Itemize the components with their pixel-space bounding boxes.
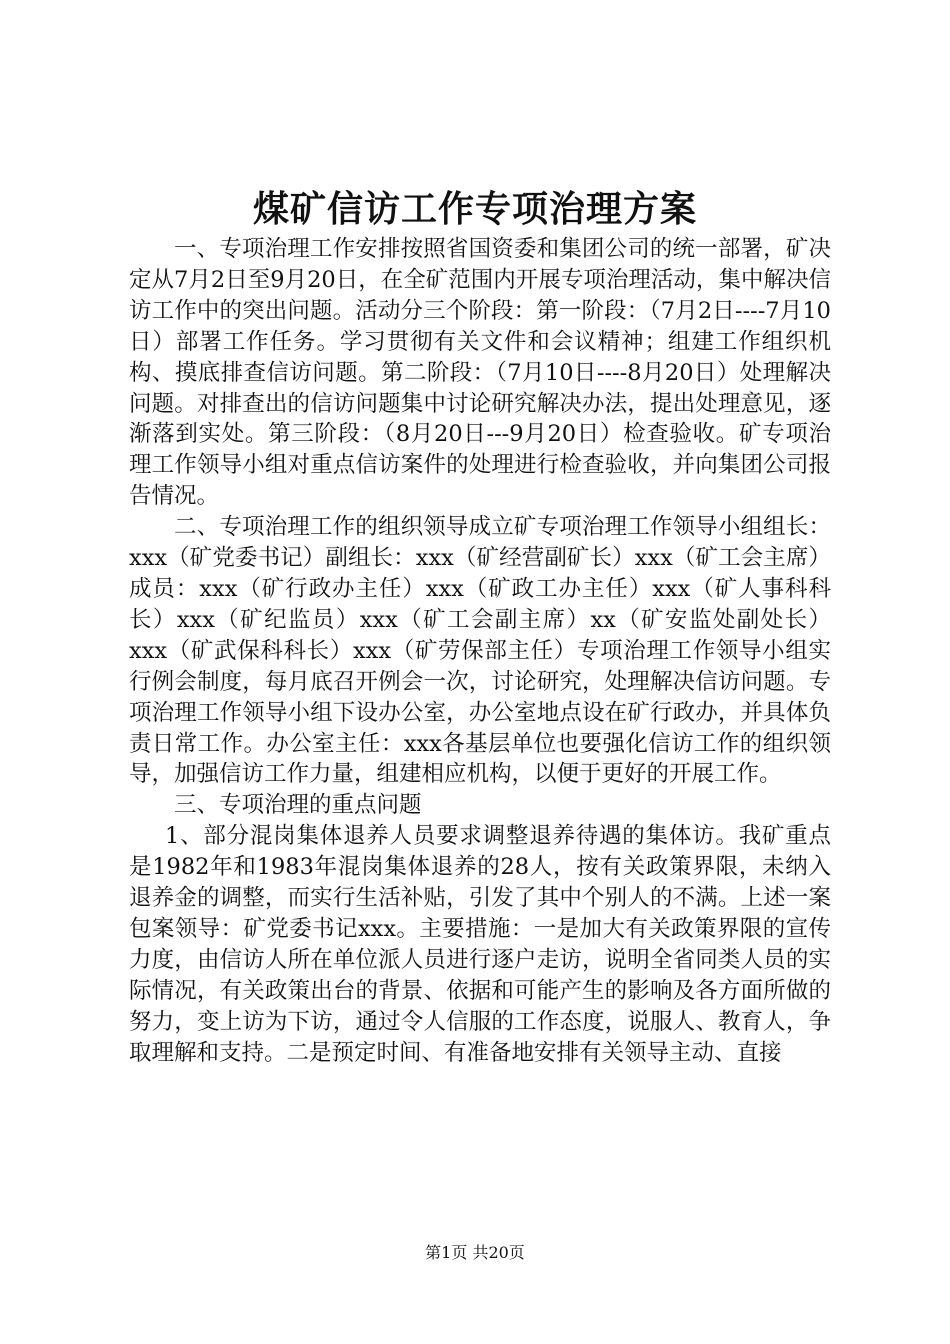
paragraph-section-1: 一、专项治理工作安排按照省国资委和集团公司的统一部署，矿决定从7月2日至9月20日，在全矿范围内开展专项治理活动，集中解决信访工作中的突出问题。活动分三个阶段：第一阶段：（7月2日----7月10日）部署工作任务。学习贯彻有关文件和会议精神；组建工作组织机构、摸底排查信访问题。第二阶段：（7月10日----8月20日）处理解决问题。对排查出的信访问题集中讨论研究解决办法，提出处理意见，逐渐落到实处。第三阶段：（8月20日---9月20日）检查验收。矿专项治理工作领导小组对重点信访案件的处理进行检查验收，并向集团公司报告情况。	[129, 236, 831, 510]
document-body	[129, 234, 831, 1068]
paragraph-section-2: 二、专项治理工作的组织领导成立矿专项治理工作领导小组组长：xxx（矿党委书记）副组长：xxx（矿经营副矿长）xxx（矿工会主席）成员：xxx（矿行政办主任）xxx（矿政工办主任）xxx（矿人事科科长）xxx（矿纪监员）xxx（矿工会副主席）xx（矿安监处副处长）xxx（矿武保科科长）xxx（矿劳保部主任）专项治理工作领导小组实行例会制度，每月底召开例会一次，讨论研究，处理解决信访问题。专项治理工作领导小组下设办公室，办公室地点设在矿行政办，并具体负责日常工作。办公室主任：xxx各基层单位也要强化信访工作的组织领导，加强信访工作力量，组建相应机构，以便于更好的开展工作。	[129, 514, 831, 788]
document-title: 煤矿信访工作专项治理方案	[252, 188, 697, 230]
page-number-footer: 第1页 共20页	[425, 1243, 525, 1262]
paragraph-section-3-heading: 三、专项治理的重点问题	[174, 792, 422, 819]
paragraph-item-1: 1、部分混岗集体退养人员要求调整退养待遇的集体访。我矿重点是1982年和1983年混岗集体退养的28人，按有关政策界限，未纳入退养金的调整，而实行生活补贴，引发了其中个别人的不满。上述一案包案领导：矿党委书记xxx。主要措施：一是加大有关政策界限的宣传力度，由信访人所在单位派人员进行逐户走访，说明全省同类人员的实际情况，有关政策出台的背景、依据和可能产生的影响及各方面所做的努力，变上访为下访，通过令人信服的工作态度，说服人、教育人，争取理解和支持。二是预定时间、有准备地安排有关领导主动、直接	[129, 823, 831, 1066]
